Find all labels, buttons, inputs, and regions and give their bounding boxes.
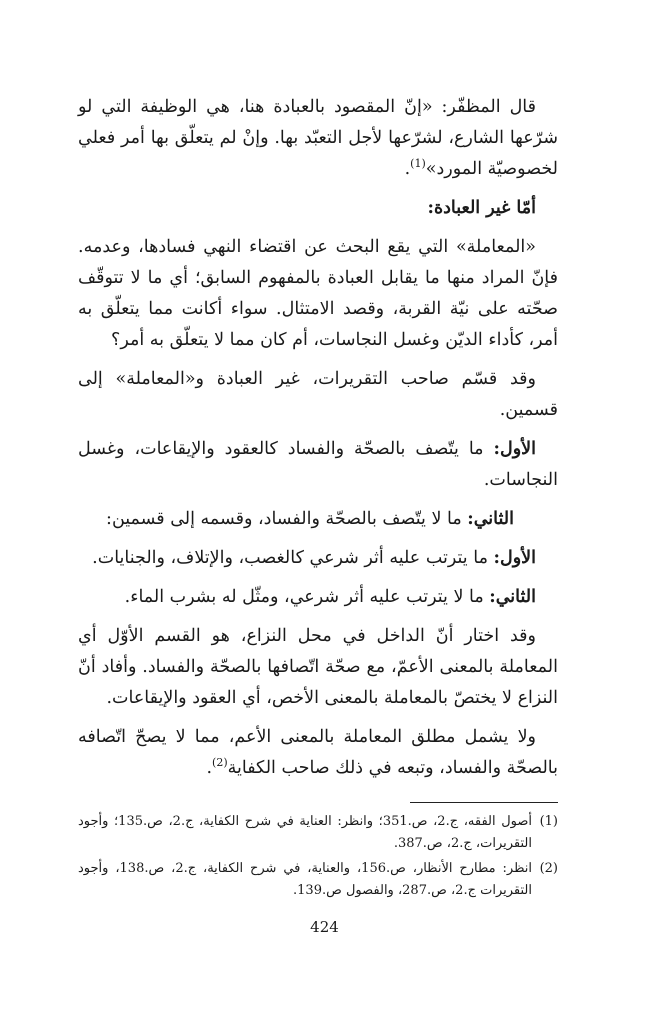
footnote-ref-2: (2)	[212, 756, 228, 770]
footnote-separator	[410, 802, 558, 803]
footnotes	[78, 811, 558, 902]
paragraph-choice: وقد اختار أنّ الداخل في محل النزاع، هو القسم الأوّل أي المعاملة بالمعنى الأعمّ، مع صحّة اتّصافها بالصحّة والفساد. وأفاد أنّ النزاع لا يختصّ بالمعاملة بالمعنى الأخص، أي العقود والإيقاعات.	[78, 626, 558, 708]
footnote-text: انظر: مطارح الأنظار، ص.156، والعناية، في شرح الكفاية، ج.2، ص.138، وأجود التقريرات ج.2، ص.287، والفصول ص.139.	[78, 861, 532, 898]
footnote-2	[78, 858, 558, 902]
page-number: 424	[310, 918, 339, 936]
paragraph-kifaya: ولا يشمل مطلق المعاملة بالمعنى الأعم، مما لا يصحّ اتّصافه بالصحّة والفساد، وتبعه في ذلك صاحب الكفاية$^{(2)}$.	[78, 727, 558, 778]
footnote-number: (2)	[539, 861, 558, 876]
item-second: الثاني: ما لا يتّصف بالصحّة والفساد، وقسمه إلى قسمين:	[106, 509, 514, 529]
footnote-number: (1)	[539, 814, 558, 829]
item-first: الأول: ما يتّصف بالصحّة والفساد كالعقود والإيقاعات، وغسل النجاسات.	[78, 439, 558, 490]
item-label: الثاني:	[467, 509, 514, 529]
page-body	[78, 92, 558, 902]
item-label: الثاني:	[489, 587, 536, 607]
paragraph-muamala: «المعاملة» التي يقع البحث عن اقتضاء النهي فسادها، وعدمه. فإنّ المراد منها ما يقابل العبادة بالمفهوم السابق؛ أي ما لا تتوقّف صحّته على نيّة القربة، وقصد الامتثال. سواء أكانت مما يتعلّق به أمر، كأداء الديّن وغسل النجاسات، أم كان مما لا يتعلّق به أمر؟	[78, 237, 558, 350]
paragraph-quote-muzaffar: قال المظفّر: «إنّ المقصود بالعبادة هنا، هي الوظيفة التي لو شرّعها الشارع، لشرّعها لأجل التعبّد بها. وإنْ لم يتعلّق بها أمر فعلي لخصوصيّة المورد»$^{(1)}$.	[78, 97, 558, 179]
subitem-first: الأول: ما يترتب عليه أثر شرعي كالغصب، والإتلاف، والجنايات.	[92, 548, 536, 568]
section-heading: أمّا غير العبادة:	[427, 198, 536, 218]
item-label: الأول:	[493, 548, 536, 568]
subitem-second: الثاني: ما لا يترتب عليه أثر شرعي، ومثّل له بشرب الماء.	[124, 587, 536, 607]
footnote-ref-1: (1)	[410, 157, 426, 171]
item-label: الأول:	[493, 439, 536, 459]
paragraph-division: وقد قسّم صاحب التقريرات، غير العبادة و«المعاملة» إلى قسمين.	[78, 369, 558, 420]
main-text	[78, 92, 558, 784]
footnote-1	[78, 811, 558, 855]
footnote-text: أصول الفقه، ج.2، ص.351؛ وانظر: العناية في شرح الكفاية، ج.2، ص.135؛ وأجود التقريرات، ج.2، ص.387.	[78, 814, 533, 851]
